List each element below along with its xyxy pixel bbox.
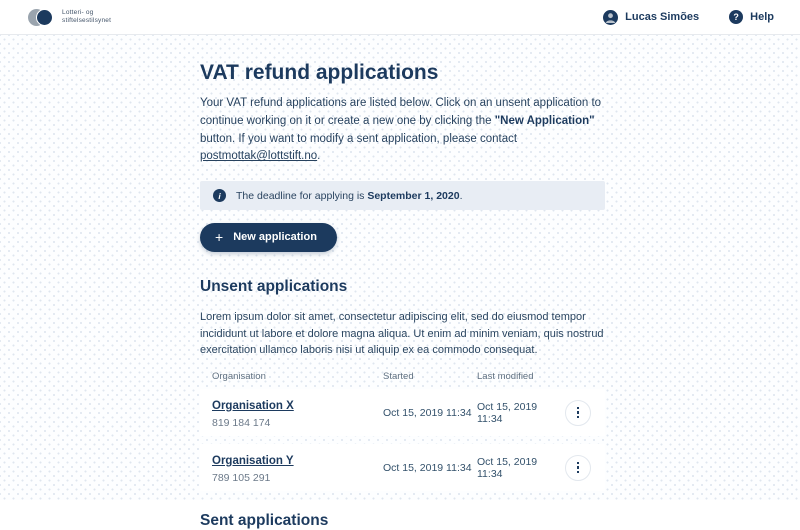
user-name: Lucas Simões (625, 11, 700, 23)
plus-icon: + (215, 229, 224, 246)
info-icon: i (213, 189, 226, 202)
notice-text-1: The deadline for applying is (236, 189, 368, 202)
notice-deadline-date: September 1, 2020 (367, 189, 460, 202)
unsent-applications-heading: Unsent applications (200, 278, 348, 296)
intro-text-1: Your VAT refund applications are listed below. Click on an unsent application to continue working on it or create a new one by clicking the (200, 97, 602, 127)
app-header (0, 0, 800, 35)
deadline-notice-text (236, 190, 462, 202)
intro-text-3: . (317, 150, 321, 163)
page-title: VAT refund applications (200, 61, 439, 84)
lottstift-logo-icon (28, 9, 54, 26)
row-actions-menu-button[interactable] (565, 455, 591, 481)
logo-text-line1: Lotteri- og (62, 8, 94, 16)
sent-applications-heading: Sent applications (200, 512, 329, 530)
help-icon: ? (729, 10, 743, 24)
new-application-label: New application (233, 231, 317, 244)
unsent-applications-table (200, 371, 605, 491)
started-date: Oct 15, 2019 11:34 (383, 461, 472, 474)
table-row (200, 444, 605, 491)
new-application-button[interactable] (200, 223, 337, 252)
organisation-number: 789 105 291 (212, 472, 271, 485)
help-label: Help (750, 11, 774, 23)
contact-email-link[interactable]: postmottak@lottstift.no (200, 150, 318, 163)
logo-text-line2: stiftelsestilsynet (62, 17, 112, 24)
user-avatar-icon (603, 10, 618, 25)
last-modified-date: Oct 15, 2019 11:34 (477, 455, 538, 480)
column-header-organisation: Organisation (212, 371, 266, 383)
intro-text-2: button. If you want to modify a sent application, please contact (200, 132, 518, 145)
column-header-started: Started (383, 371, 414, 383)
organisation-cell (212, 396, 383, 429)
last-modified-date: Oct 15, 2019 11:34 (477, 400, 538, 425)
organisation-number: 819 184 174 (212, 417, 271, 430)
organisation-link[interactable]: Organisation Y (212, 455, 294, 468)
header-right (603, 10, 774, 25)
deadline-notice-banner (200, 181, 605, 210)
user-menu[interactable] (603, 10, 699, 25)
organisation-cell (212, 451, 383, 484)
organisation-link[interactable]: Organisation X (212, 400, 294, 413)
lottstift-logo (28, 9, 111, 26)
table-row (200, 389, 605, 436)
help-link[interactable] (729, 10, 774, 24)
column-header-last-modified: Last modified (477, 371, 534, 383)
table-header-row (200, 371, 605, 382)
logo-circle-navy (36, 9, 53, 26)
page-content (0, 35, 800, 530)
started-date: Oct 15, 2019 11:34 (383, 406, 472, 419)
unsent-applications-description: Lorem ipsum dolor sit amet, consectetur adipiscing elit, sed do eiusmod tempor incididunt ut labore et dolore magna aliqua. Ut enim ad minim veniam, quis nostrud exercitation ullamco laboris nisi ut aliquip ex ea commodo consequat. (200, 311, 604, 356)
logo-text (62, 9, 111, 25)
intro-bold-new-application: "New Application" (494, 114, 595, 127)
row-actions-menu-button[interactable] (565, 400, 591, 426)
notice-text-2: . (459, 189, 463, 202)
kebab-menu-icon (577, 462, 580, 465)
kebab-menu-icon (577, 407, 580, 410)
intro-paragraph (200, 95, 605, 166)
main-container (200, 35, 605, 530)
